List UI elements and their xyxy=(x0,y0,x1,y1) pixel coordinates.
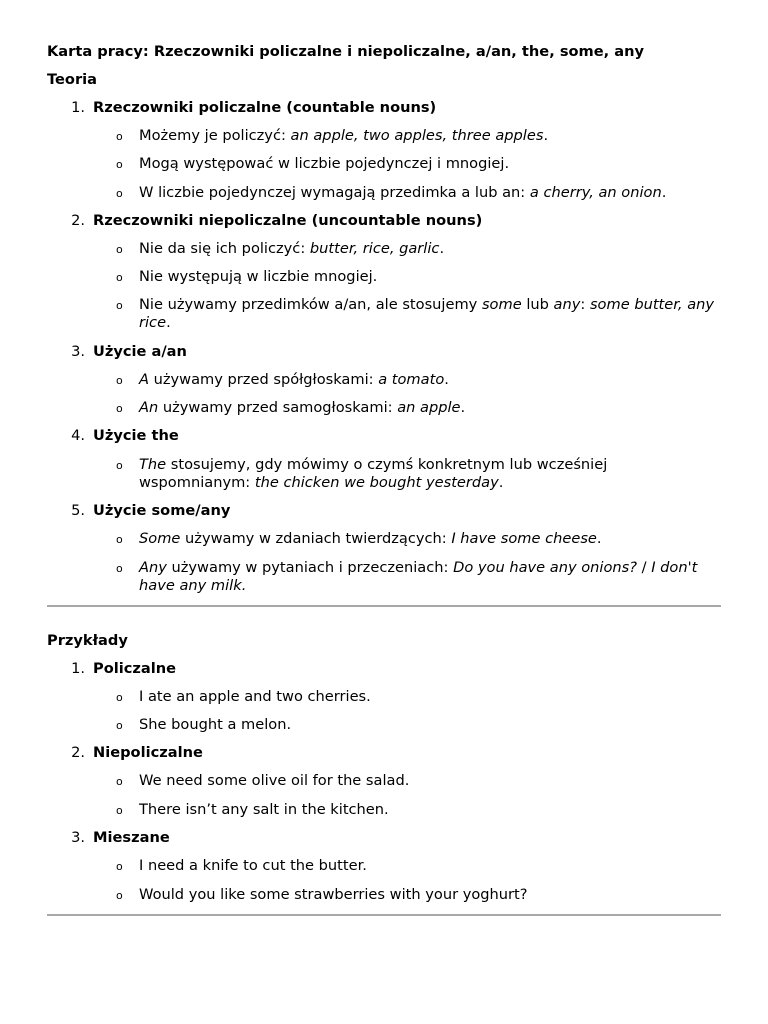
italic-text: A xyxy=(139,371,149,388)
bullet-icon: o xyxy=(116,271,123,284)
bullet-icon: o xyxy=(116,402,123,415)
section-name: Mieszane xyxy=(93,829,170,846)
italic-text: The xyxy=(139,456,167,473)
list-item xyxy=(47,716,721,734)
section-title-row xyxy=(47,212,721,240)
list-item xyxy=(47,155,721,173)
text: Would you like some strawberries with your yoghurt? xyxy=(139,886,528,903)
text: stosujemy, gdy mówimy o czymś konkretnym lub wcześniej wspomnianym: xyxy=(139,456,608,491)
section-name: Policzalne xyxy=(93,660,177,677)
section-number: 3. xyxy=(71,343,85,360)
text: Nie występują w liczbie mnogiej. xyxy=(139,268,378,285)
text: We need some olive oil for the salad. xyxy=(139,772,410,789)
section-heading-teoria: Teoria xyxy=(47,71,97,88)
bullet-icon: o xyxy=(116,158,123,171)
worksheet-title: Karta pracy: Rzeczowniki policzalne i niepoliczalne, a/an, the, some, any xyxy=(47,43,645,60)
list-item xyxy=(47,886,721,904)
text: . xyxy=(166,314,171,331)
bullet-icon: o xyxy=(116,804,123,817)
section-title-row xyxy=(47,99,721,127)
text: : xyxy=(580,296,590,313)
bullet-icon: o xyxy=(116,459,123,472)
italic-text: an apple, two apples, three apples xyxy=(290,127,544,144)
list-item xyxy=(47,688,721,706)
text: W liczbie pojedynczej wymagają przedimka a lub an: xyxy=(139,184,530,201)
bullet-icon: o xyxy=(116,374,123,387)
bullet-icon: o xyxy=(116,130,123,143)
text: . xyxy=(543,127,549,144)
list-item xyxy=(47,456,721,492)
section-title-row xyxy=(47,343,721,371)
text: . xyxy=(444,371,449,388)
section-title-row xyxy=(47,660,721,688)
section-name: Rzeczowniki policzalne (countable nouns) xyxy=(93,99,437,116)
section-number: 4. xyxy=(71,427,85,444)
italic-text: I have some cheese xyxy=(451,530,597,547)
text: . xyxy=(661,184,667,201)
section-przyklady-1 xyxy=(47,660,721,688)
italic-text: Some xyxy=(139,530,181,547)
section-name: Rzeczowniki niepoliczalne (uncountable nouns) xyxy=(93,212,483,229)
italic-text: some xyxy=(481,296,522,313)
divider-line xyxy=(47,914,721,916)
list-item xyxy=(47,801,721,819)
text: Możemy je policzyć: xyxy=(139,127,291,144)
italic-text: I don't have any milk. xyxy=(139,559,698,594)
text: I need a knife to cut the butter. xyxy=(139,857,367,874)
text: . xyxy=(439,240,445,257)
section-title-row xyxy=(47,427,721,455)
italic-text: a cherry, an onion xyxy=(529,184,662,201)
section-name: Niepoliczalne xyxy=(93,744,203,761)
section-teoria-1 xyxy=(47,99,721,127)
text: używamy w pytaniach i przeczeniach: xyxy=(166,559,454,576)
list-item xyxy=(47,559,721,595)
text: używamy przed samogłoskami: xyxy=(158,399,398,416)
italic-text: some butter, any rice xyxy=(139,296,715,331)
bullet-icon: o xyxy=(116,243,123,256)
text: Nie da się ich policzyć: xyxy=(139,240,310,257)
section-title-row xyxy=(47,829,721,857)
italic-text: An xyxy=(139,399,159,416)
text: Mogą występować w liczbie pojedynczej i mnogiej. xyxy=(139,155,510,172)
list-item xyxy=(47,857,721,875)
section-title-row xyxy=(47,502,721,530)
text: . xyxy=(460,399,466,416)
bullet-icon: o xyxy=(116,860,123,873)
italic-text: butter, rice, garlic xyxy=(309,240,440,257)
section-title-row xyxy=(47,744,721,772)
bullet-icon: o xyxy=(116,533,123,546)
section-number: 1. xyxy=(71,660,85,677)
section-number: 2. xyxy=(71,744,85,761)
section-teoria-2 xyxy=(47,212,721,240)
text: używamy przed spółgłoskami: xyxy=(148,371,379,388)
list-item xyxy=(47,530,721,548)
text: I ate an apple and two cherries. xyxy=(139,688,371,705)
list-item xyxy=(47,296,721,332)
section-name: Użycie a/an xyxy=(93,343,187,360)
text: używamy w zdaniach twierdzących: xyxy=(180,530,452,547)
section-name: Użycie some/any xyxy=(93,502,231,519)
section-number: 5. xyxy=(71,502,85,519)
italic-text: Do you have any onions? xyxy=(453,559,638,576)
section-teoria-4 xyxy=(47,427,721,455)
section-przyklady-3 xyxy=(47,829,721,857)
text: / xyxy=(637,559,652,576)
italic-text: the chicken we bought yesterday xyxy=(254,474,499,491)
bullet-icon: o xyxy=(116,775,123,788)
list-item xyxy=(47,268,721,286)
section-przyklady-2 xyxy=(47,744,721,772)
italic-text: a tomato xyxy=(378,371,445,388)
bullet-icon: o xyxy=(116,299,123,312)
list-item xyxy=(47,184,721,202)
section-heading-przyklady: Przykłady xyxy=(47,632,128,649)
section-number: 2. xyxy=(71,212,85,229)
text: She bought a melon. xyxy=(139,716,292,733)
bullet-icon: o xyxy=(116,889,123,902)
section-number: 1. xyxy=(71,99,85,116)
text: . xyxy=(596,530,602,547)
divider-line xyxy=(47,605,721,607)
bullet-icon: o xyxy=(116,562,123,575)
italic-text: an apple xyxy=(397,399,461,416)
section-name: Użycie the xyxy=(93,427,179,444)
list-item xyxy=(47,240,721,258)
bullet-icon: o xyxy=(116,691,123,704)
list-item xyxy=(47,772,721,790)
italic-text: Any xyxy=(139,559,167,576)
bullet-icon: o xyxy=(116,187,123,200)
list-item xyxy=(47,399,721,417)
italic-text: any xyxy=(553,296,581,313)
list-item xyxy=(47,127,721,145)
text: lub xyxy=(521,296,554,313)
text: . xyxy=(498,474,504,491)
bullet-icon: o xyxy=(116,719,123,732)
section-number: 3. xyxy=(71,829,85,846)
section-teoria-3 xyxy=(47,343,721,371)
text: Nie używamy przedimków a/an, ale stosujemy xyxy=(139,296,482,313)
section-teoria-5 xyxy=(47,502,721,530)
list-item xyxy=(47,371,721,389)
text: There isn’t any salt in the kitchen. xyxy=(139,801,389,818)
